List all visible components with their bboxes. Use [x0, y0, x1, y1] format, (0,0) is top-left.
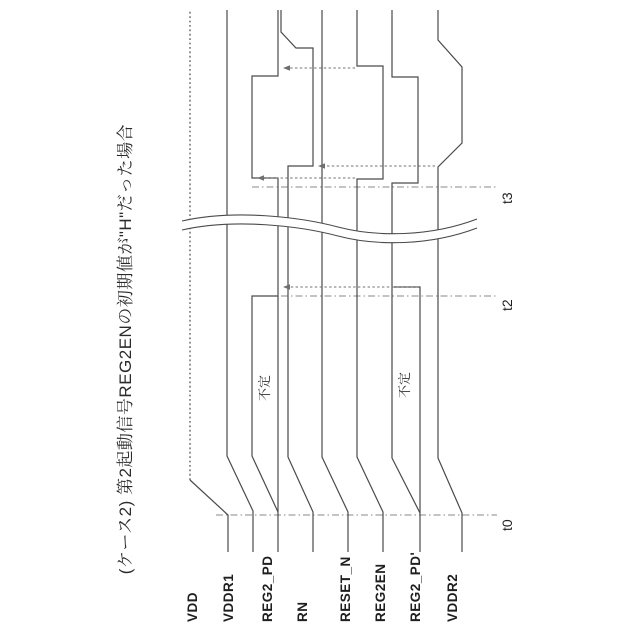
causality-arrow-1 [257, 175, 355, 181]
signal-waveform-0 [190, 10, 228, 552]
signal-waveform-3 [281, 10, 313, 552]
time-marker-t3 [252, 187, 515, 204]
signal-waveform-2 [252, 10, 278, 552]
time-marker-t2 [281, 296, 515, 311]
signal-label-0: VDD [185, 591, 200, 622]
signal-label-2: REG2_PD [260, 555, 275, 622]
signal-waveform-5 [357, 10, 383, 552]
signal-label-3: RN [295, 601, 310, 622]
time-label-t3: t3 [499, 192, 515, 204]
causality-arrow-3 [283, 65, 355, 71]
time-axis-break [182, 215, 477, 243]
figure-title: (ケース2) 第2起動信号REG2ENの初期値が"H"だった場合 [116, 123, 135, 575]
time-marker-t0 [216, 515, 515, 531]
signal-waveform-7 [438, 10, 462, 552]
signal-waveform-6 [392, 10, 420, 552]
time-label-t2: t2 [499, 299, 515, 311]
undefined-value-label-6: 不定 [397, 371, 412, 399]
signal-waveform-1 [227, 10, 253, 552]
signal-waveform-4 [322, 10, 348, 552]
causality-arrow-0 [283, 284, 418, 290]
time-label-t0: t0 [499, 519, 515, 531]
signal-label-6: REG2_PD' [408, 551, 423, 622]
signal-label-7: VDDR2 [445, 573, 460, 622]
signal-label-4: RESET_N [338, 556, 353, 622]
undefined-value-label-2: 不定 [257, 374, 272, 402]
signal-label-1: VDDR1 [221, 573, 236, 622]
signal-label-5: REG2EN [373, 563, 388, 622]
